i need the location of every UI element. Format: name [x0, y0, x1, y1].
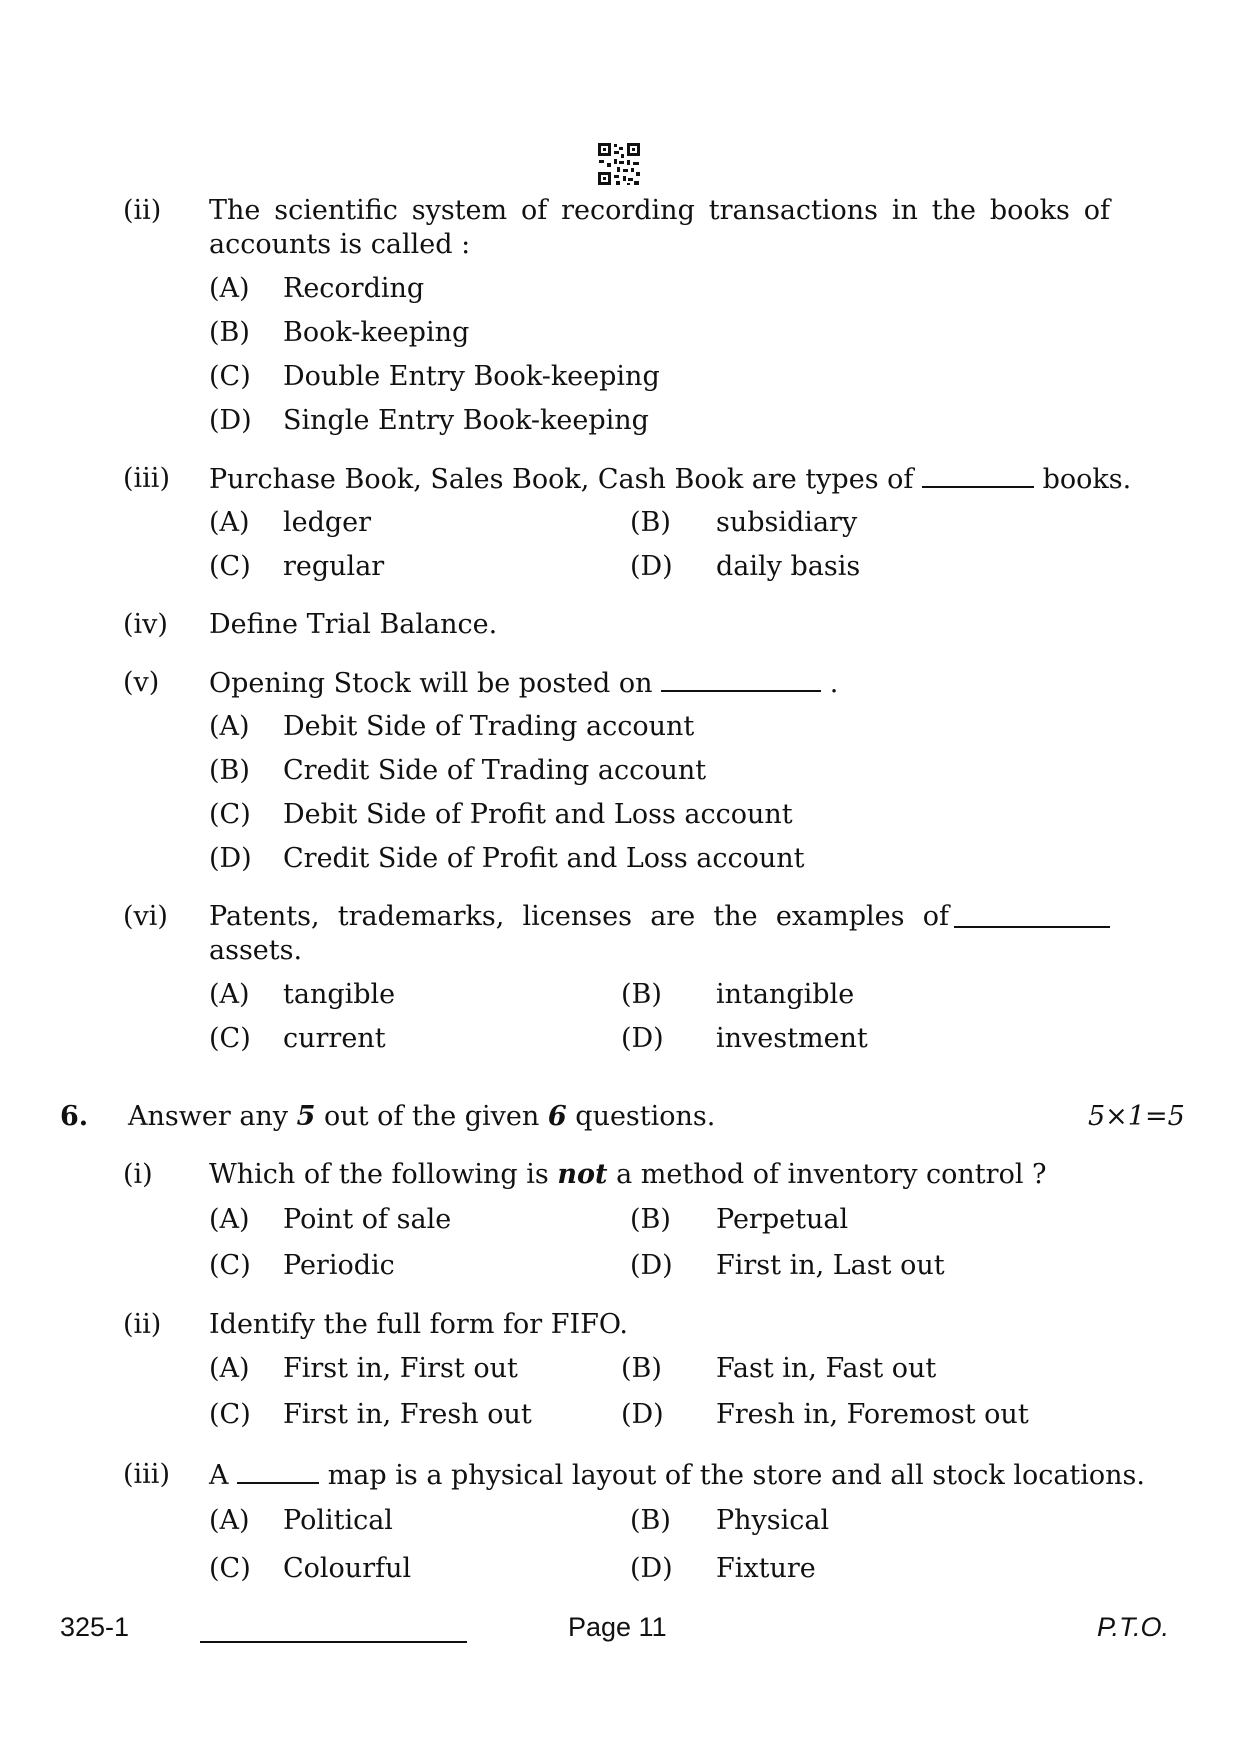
question-number: (v) — [123, 667, 160, 698]
option-label: (A) — [209, 273, 250, 304]
footer-divider — [200, 1641, 467, 1643]
option-label: (D) — [209, 405, 252, 436]
option-text: current — [283, 1023, 386, 1054]
option-label: (B) — [630, 1204, 671, 1235]
question-text: Identify the full form for FIFO. — [209, 1309, 629, 1340]
option-label: (C) — [209, 1553, 251, 1584]
question-emphasis: not — [557, 1159, 608, 1190]
option-label: (D) — [209, 843, 252, 874]
option-label: (D) — [630, 1250, 673, 1281]
section-instruction — [128, 1100, 715, 1134]
option-text: Single Entry Book-keeping — [283, 405, 649, 436]
option-text: Fresh in, Foremost out — [716, 1399, 1029, 1430]
question-text — [209, 666, 838, 701]
option-label: (B) — [209, 317, 250, 348]
question-text — [209, 1458, 1145, 1493]
page-number: Page 11 — [568, 1612, 667, 1642]
instruction-text: Answer any — [128, 1101, 289, 1132]
question-number: (i) — [123, 1159, 153, 1190]
option-text: Double Entry Book-keeping — [283, 361, 660, 392]
question-text: The scientific system of recording transactions in the books of — [209, 195, 1110, 226]
option-label: (B) — [621, 979, 662, 1010]
section-number: 6. — [60, 1101, 89, 1132]
instruction-count: 5 — [296, 1101, 316, 1132]
question-text-end: . — [829, 668, 839, 699]
question-text-end: books. — [1042, 464, 1132, 495]
answer-blank — [922, 462, 1034, 488]
option-text: intangible — [716, 979, 855, 1010]
answer-blank — [954, 900, 1110, 928]
question-number: (iv) — [123, 609, 168, 640]
question-number: (ii) — [123, 195, 162, 226]
question-text-start: Purchase Book, Sales Book, Cash Book are types of — [209, 464, 914, 495]
option-label: (C) — [209, 1250, 251, 1281]
option-text: daily basis — [716, 551, 861, 582]
question-text-continued: accounts is called : — [209, 229, 471, 260]
option-label: (D) — [630, 1553, 673, 1584]
option-label: (A) — [209, 1353, 250, 1384]
question-text — [209, 1158, 1047, 1192]
option-label: (C) — [209, 799, 251, 830]
option-text: Point of sale — [283, 1204, 452, 1235]
option-text: Fixture — [716, 1553, 816, 1584]
option-text: Book-keeping — [283, 317, 470, 348]
question-text-start: Which of the following is — [209, 1159, 549, 1190]
option-label: (B) — [630, 507, 671, 538]
option-label: (D) — [621, 1023, 664, 1054]
option-label: (B) — [621, 1353, 662, 1384]
option-label: (B) — [209, 755, 250, 786]
qr-code-icon — [597, 142, 641, 186]
question-text-start: A — [209, 1460, 229, 1491]
option-text: Periodic — [283, 1250, 395, 1281]
option-text: Credit Side of Trading account — [283, 755, 707, 786]
question-number: (iii) — [123, 463, 170, 494]
option-text: First in, First out — [283, 1353, 518, 1384]
option-label: (A) — [209, 507, 250, 538]
option-text: Credit Side of Profit and Loss account — [283, 843, 805, 874]
option-label: (C) — [209, 1399, 251, 1430]
marks-allocation: 5×1=5 — [1088, 1101, 1185, 1132]
option-text: Political — [283, 1505, 393, 1536]
instruction-total: 6 — [547, 1101, 567, 1132]
option-text: Debit Side of Trading account — [283, 711, 695, 742]
option-label: (B) — [630, 1505, 671, 1536]
option-text: First in, Last out — [716, 1250, 945, 1281]
question-text: Define Trial Balance. — [209, 609, 498, 640]
option-label: (C) — [209, 1023, 251, 1054]
option-text: First in, Fresh out — [283, 1399, 532, 1430]
question-text-start: Opening Stock will be posted on — [209, 668, 653, 699]
option-text: Colourful — [283, 1553, 412, 1584]
option-text: Recording — [283, 273, 425, 304]
option-text: regular — [283, 551, 385, 582]
option-text: tangible — [283, 979, 396, 1010]
option-label: (A) — [209, 711, 250, 742]
option-label: (C) — [209, 361, 251, 392]
option-text: Physical — [716, 1505, 830, 1536]
answer-blank — [237, 1458, 319, 1484]
answer-blank — [661, 666, 821, 692]
question-text: Patents, trademarks, licenses are the examples of — [209, 901, 949, 932]
option-label: (A) — [209, 979, 250, 1010]
option-text: investment — [716, 1023, 868, 1054]
option-label: (D) — [630, 551, 673, 582]
instruction-text: questions. — [575, 1101, 716, 1132]
option-text: Perpetual — [716, 1204, 849, 1235]
paper-code: 325-1 — [60, 1612, 130, 1642]
option-label: (A) — [209, 1204, 250, 1235]
option-label: (A) — [209, 1505, 250, 1536]
question-number: (vi) — [123, 901, 168, 932]
question-number: (ii) — [123, 1309, 162, 1340]
option-text: Fast in, Fast out — [716, 1353, 937, 1384]
option-text: Debit Side of Profit and Loss account — [283, 799, 793, 830]
question-text-end: a method of inventory control ? — [616, 1159, 1047, 1190]
option-text: subsidiary — [716, 507, 858, 538]
question-text-end: map is a physical layout of the store and all stock locations. — [327, 1460, 1145, 1491]
option-label: (D) — [621, 1399, 664, 1430]
option-label: (C) — [209, 551, 251, 582]
question-text — [209, 462, 1131, 497]
option-text: ledger — [283, 507, 372, 538]
question-text-continued: assets. — [209, 935, 303, 966]
question-number: (iii) — [123, 1459, 170, 1490]
instruction-text: out of the given — [324, 1101, 540, 1132]
please-turn-over: P.T.O. — [1097, 1612, 1170, 1642]
